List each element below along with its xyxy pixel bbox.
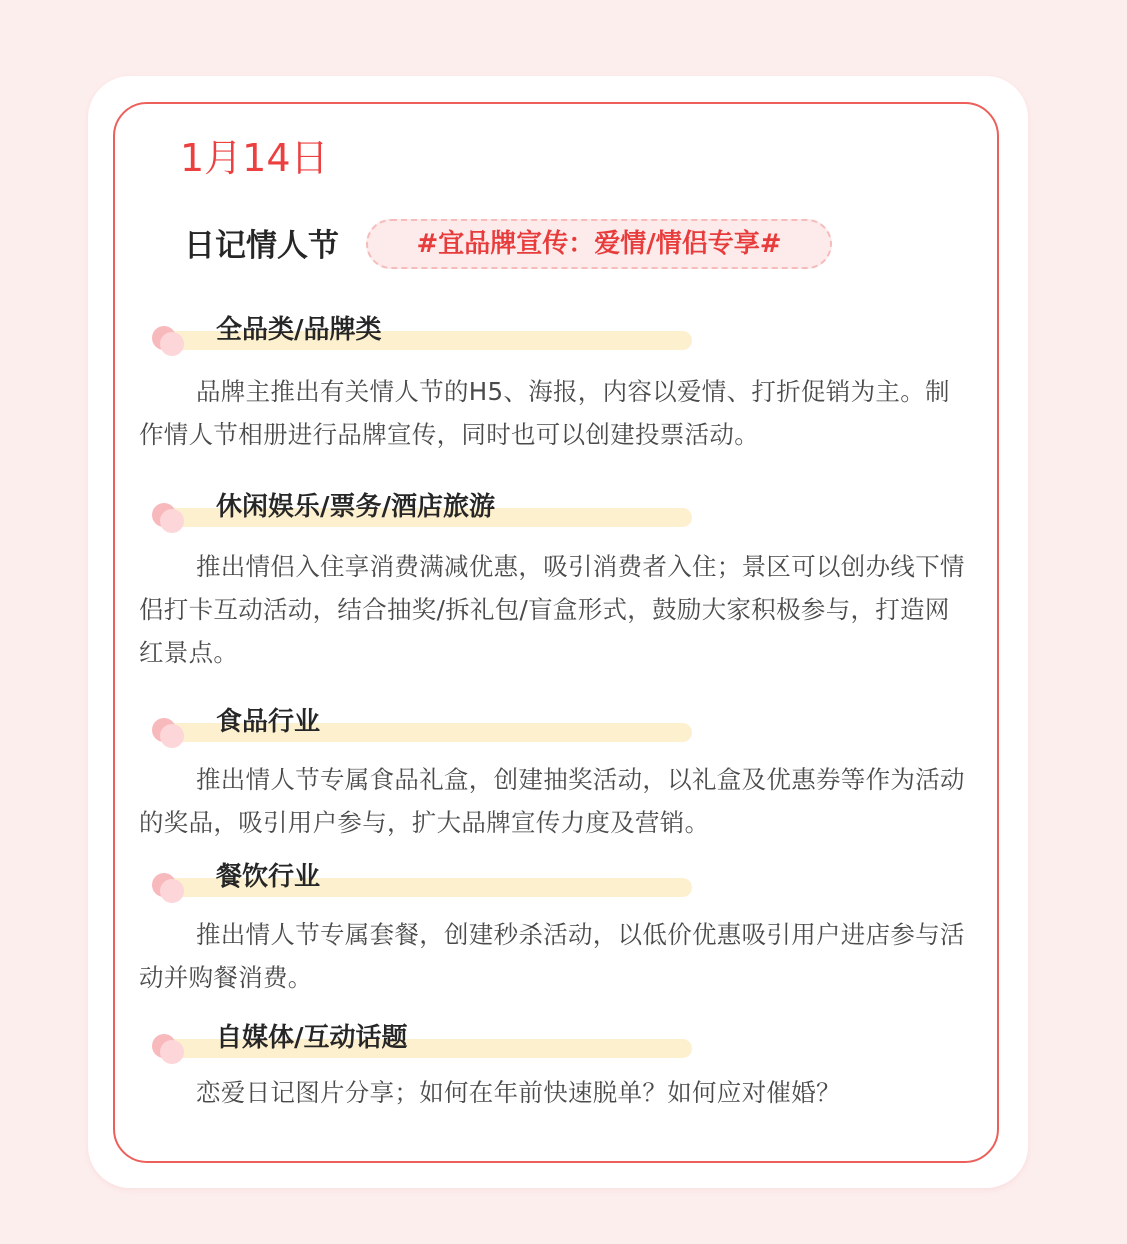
section-heading-label: 食品行业 bbox=[216, 707, 321, 737]
bullet-dot-icon bbox=[160, 509, 184, 533]
title-row bbox=[184, 220, 339, 272]
section-heading bbox=[150, 487, 695, 527]
bullet-dot-icon bbox=[160, 724, 184, 748]
section-heading bbox=[150, 857, 695, 897]
theme-tag: #宜品牌宣传：爱情/情侣专享# bbox=[366, 219, 832, 269]
date-heading: 1月14日 bbox=[180, 136, 329, 180]
section-heading-label: 全品类/品牌类 bbox=[216, 315, 382, 345]
section-paragraph: 推出情侣入住享消费满减优惠，吸引消费者入住；景区可以创办线下情侣打卡互动活动，结合抽奖/拆礼包/盲盒形式，鼓励大家积极参与，打造网红景点。 bbox=[139, 552, 965, 667]
section-paragraph: 推出情人节专属食品礼盒，创建抽奖活动，以礼盒及优惠券等作为活动的奖品，吸引用户参与，扩大品牌宣传力度及营销。 bbox=[139, 765, 965, 837]
page-title: 日记情人节 bbox=[184, 228, 339, 264]
section-paragraph: 恋爱日记图片分享；如何在年前快速脱单？如何应对催婚？ bbox=[196, 1078, 841, 1107]
section-paragraph: 品牌主推出有关情人节的H5、海报，内容以爱情、打折促销为主。制作情人节相册进行品牌宣传，同时也可以创建投票活动。 bbox=[139, 377, 950, 449]
section-heading bbox=[150, 1018, 695, 1058]
bullet-dot-icon bbox=[160, 332, 184, 356]
section-heading-label: 自媒体/互动话题 bbox=[216, 1023, 408, 1053]
section-heading-label: 餐饮行业 bbox=[216, 862, 321, 892]
section-heading bbox=[150, 702, 695, 742]
section-heading bbox=[150, 310, 695, 350]
section-heading-label: 休闲娱乐/票务/酒店旅游 bbox=[216, 492, 495, 522]
section-paragraph: 推出情人节专属套餐，创建秒杀活动，以低价优惠吸引用户进店参与活动并购餐消费。 bbox=[139, 920, 965, 992]
bullet-dot-icon bbox=[160, 1040, 184, 1064]
bullet-dot-icon bbox=[160, 879, 184, 903]
